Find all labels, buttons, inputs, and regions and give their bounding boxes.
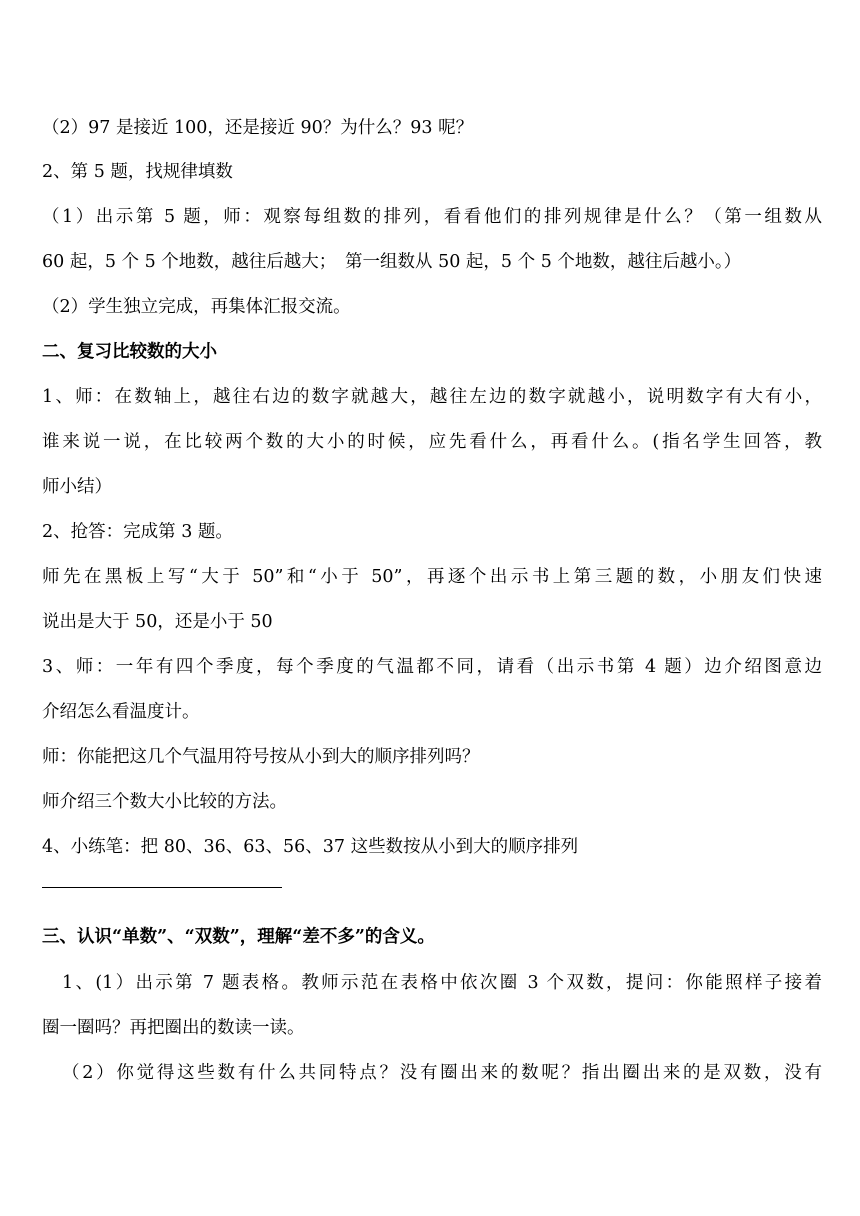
text-line-s2-2: 2、抢答：完成第 3 题。 bbox=[42, 522, 233, 542]
text-line-s3-1b: 圈一圈吗？再把圈出的数读一读。 bbox=[42, 1018, 305, 1038]
text-line-item2-1b: 60 起，5 个 5 个地数，越往后越大； 第一组数从 50 起，5 个 5 个地数，越往后越小。） bbox=[42, 252, 742, 272]
text-line-s2-3d: 师介绍三个数大小比较的方法。 bbox=[42, 792, 287, 812]
section-heading-2: 二、复习比较数的大小 bbox=[42, 342, 217, 362]
text-line-s3-1a: 1、(1）出示第 7 题表格。教师示范在表格中依次圈 3 个双数，提问：你能照样子接着 bbox=[62, 973, 822, 993]
text-line-s2-3b: 介绍怎么看温度计。 bbox=[42, 702, 200, 722]
text-line-s2-3a: 3、师：一年有四个季度，每个季度的气温都不同，请看（出示书第 4 题）边介绍图意边 bbox=[42, 657, 822, 677]
text-line-s2-2a: 师先在黑板上写“大于 50”和“小于 50”，再逐个出示书上第三题的数，小朋友们快速 bbox=[42, 567, 822, 587]
text-line-s2-1c: 师小结） bbox=[42, 477, 112, 497]
text-line-item2-title: 2、第 5 题，找规律填数 bbox=[42, 162, 233, 182]
text-line-s2-1b: 谁来说一说，在比较两个数的大小的时候，应先看什么，再看什么。(指名学生回答，教 bbox=[42, 432, 822, 452]
text-line-s2-1a: 1、师：在数轴上，越往右边的数字就越大，越往左边的数字就越小，说明数字有大有小， bbox=[42, 387, 822, 407]
section-heading-3: 三、认识“单数”、“双数”，理解“差不多”的含义。 bbox=[42, 927, 435, 947]
text-line-s3-2: （2）你觉得这些数有什么共同特点？没有圈出来的数呢？指出圈出来的是双数，没有 bbox=[62, 1063, 822, 1083]
text-line-q2-97: （2）97 是接近 100，还是接近 90？为什么？93 呢？ bbox=[42, 118, 474, 138]
text-line-item2-2: （2）学生独立完成，再集体汇报交流。 bbox=[42, 297, 351, 317]
text-line-s2-4: 4、小练笔：把 80、36、63、56、37 这些数按从小到大的顺序排列 bbox=[42, 837, 579, 857]
answer-blank-line bbox=[42, 887, 282, 888]
text-line-s2-3c: 师：你能把这几个气温用符号按从小到大的顺序排列吗？ bbox=[42, 747, 480, 767]
text-line-item2-1a: （1）出示第 5 题，师：观察每组数的排列，看看他们的排列规律是什么？（第一组数从 bbox=[42, 207, 822, 227]
text-line-s2-2b: 说出是大于 50，还是小于 50 bbox=[42, 612, 273, 632]
